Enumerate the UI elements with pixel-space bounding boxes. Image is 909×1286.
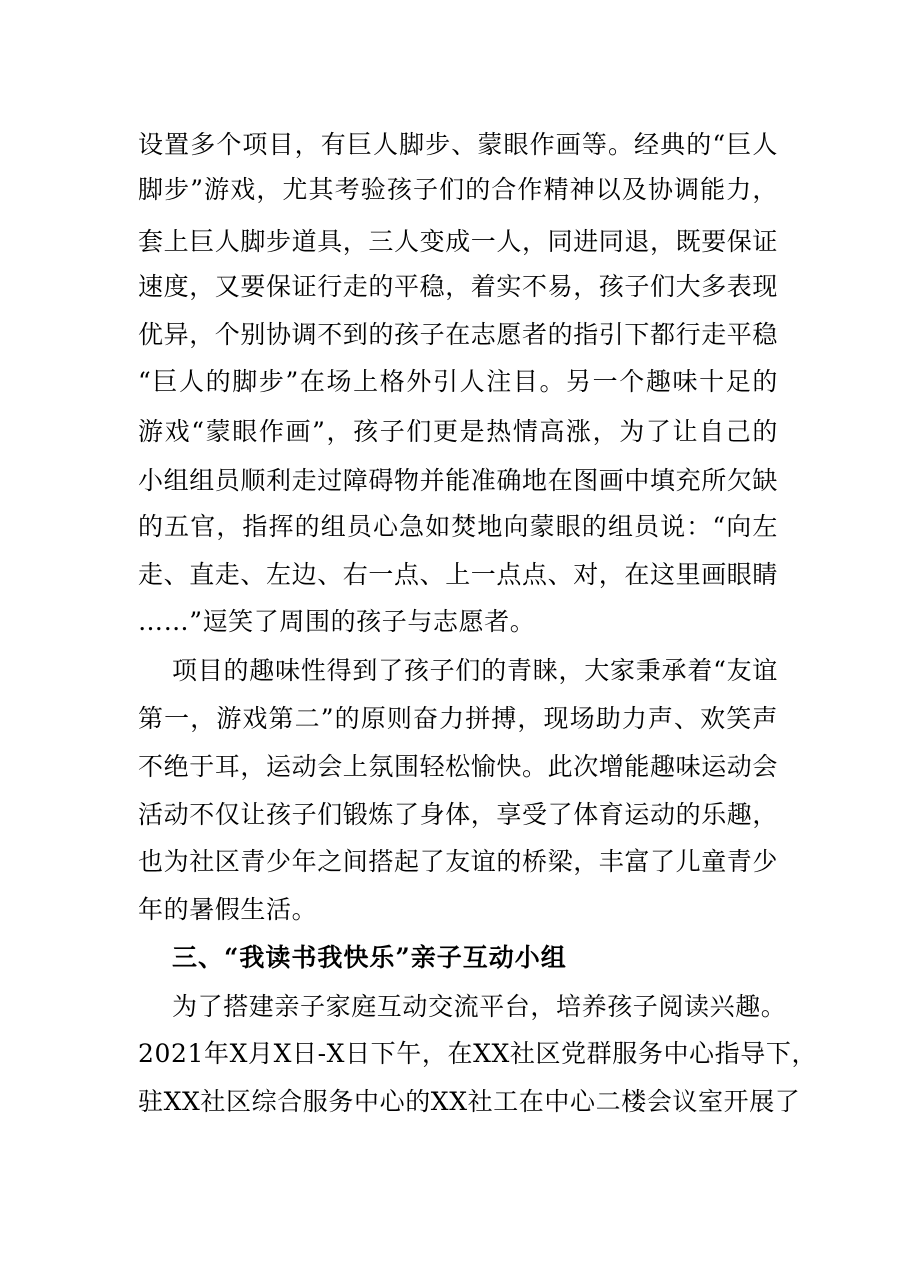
paragraph-line: 小组组员顺利走过障碍物并能准确地在图画中填充所欠缺 (138, 466, 779, 495)
paragraph-line: 为了搭建亲子家庭互动交流平台，培养孩子阅读兴趣。 (172, 992, 787, 1021)
paragraph-line: 驻XX社区综合服务中心的XX社工在中心二楼会议室开展了 (138, 1087, 801, 1116)
paragraph-line: 不绝于耳，运动会上氛围轻松愉快。此次增能趣味运动会 (138, 752, 779, 781)
paragraph-line: 设置多个项目，有巨人脚步、蒙眼作画等。经典的“巨人 (138, 130, 778, 159)
paragraph-line: 第一，游戏第二”的原则奋力拼搏，现场助力声、欢笑声 (138, 704, 778, 733)
paragraph-line: ……”逗笑了周围的孩子与志愿者。 (138, 607, 536, 636)
paragraph-line: 走、直走、左边、右一点、上一点点、对，在这里画眼睛 (138, 560, 779, 589)
paragraph-line: 项目的趣味性得到了孩子们的青睐，大家秉承着“友谊 (172, 656, 778, 685)
paragraph-line: 游戏“蒙眼作画”，孩子们更是热情高涨，为了让自己的 (138, 417, 778, 446)
paragraph-line: 脚步”游戏，尤其考验孩子们的合作精神以及协调能力， (138, 175, 778, 204)
paragraph-line: “巨人的脚步”在场上格外引人注目。另一个趣味十足的 (138, 367, 778, 396)
paragraph-line: 套上巨人脚步道具，三人变成一人，同进同退，既要保证 (138, 227, 779, 256)
paragraph-line: 年的暑假生活。 (138, 895, 318, 924)
section-heading: 三、“我读书我快乐”亲子互动小组 (172, 943, 567, 972)
paragraph-line: 活动不仅让孩子们锻炼了身体，享受了体育运动的乐趣， (138, 800, 779, 829)
paragraph-line: 的五官，指挥的组员心急如焚地向蒙眼的组员说：“向左 (138, 512, 778, 541)
paragraph-line: 也为社区青少年之间搭起了友谊的桥梁，丰富了儿童青少 (138, 847, 779, 876)
paragraph-line: 优异，个别协调不到的孩子在志愿者的指引下都行走平稳 (138, 320, 779, 349)
paragraph-line: 2021年X月X日-X日下午，在XX社区党群服务中心指导下， (138, 1039, 818, 1068)
paragraph-line: 速度，又要保证行走的平稳，着实不易，孩子们大多表现 (138, 272, 779, 301)
